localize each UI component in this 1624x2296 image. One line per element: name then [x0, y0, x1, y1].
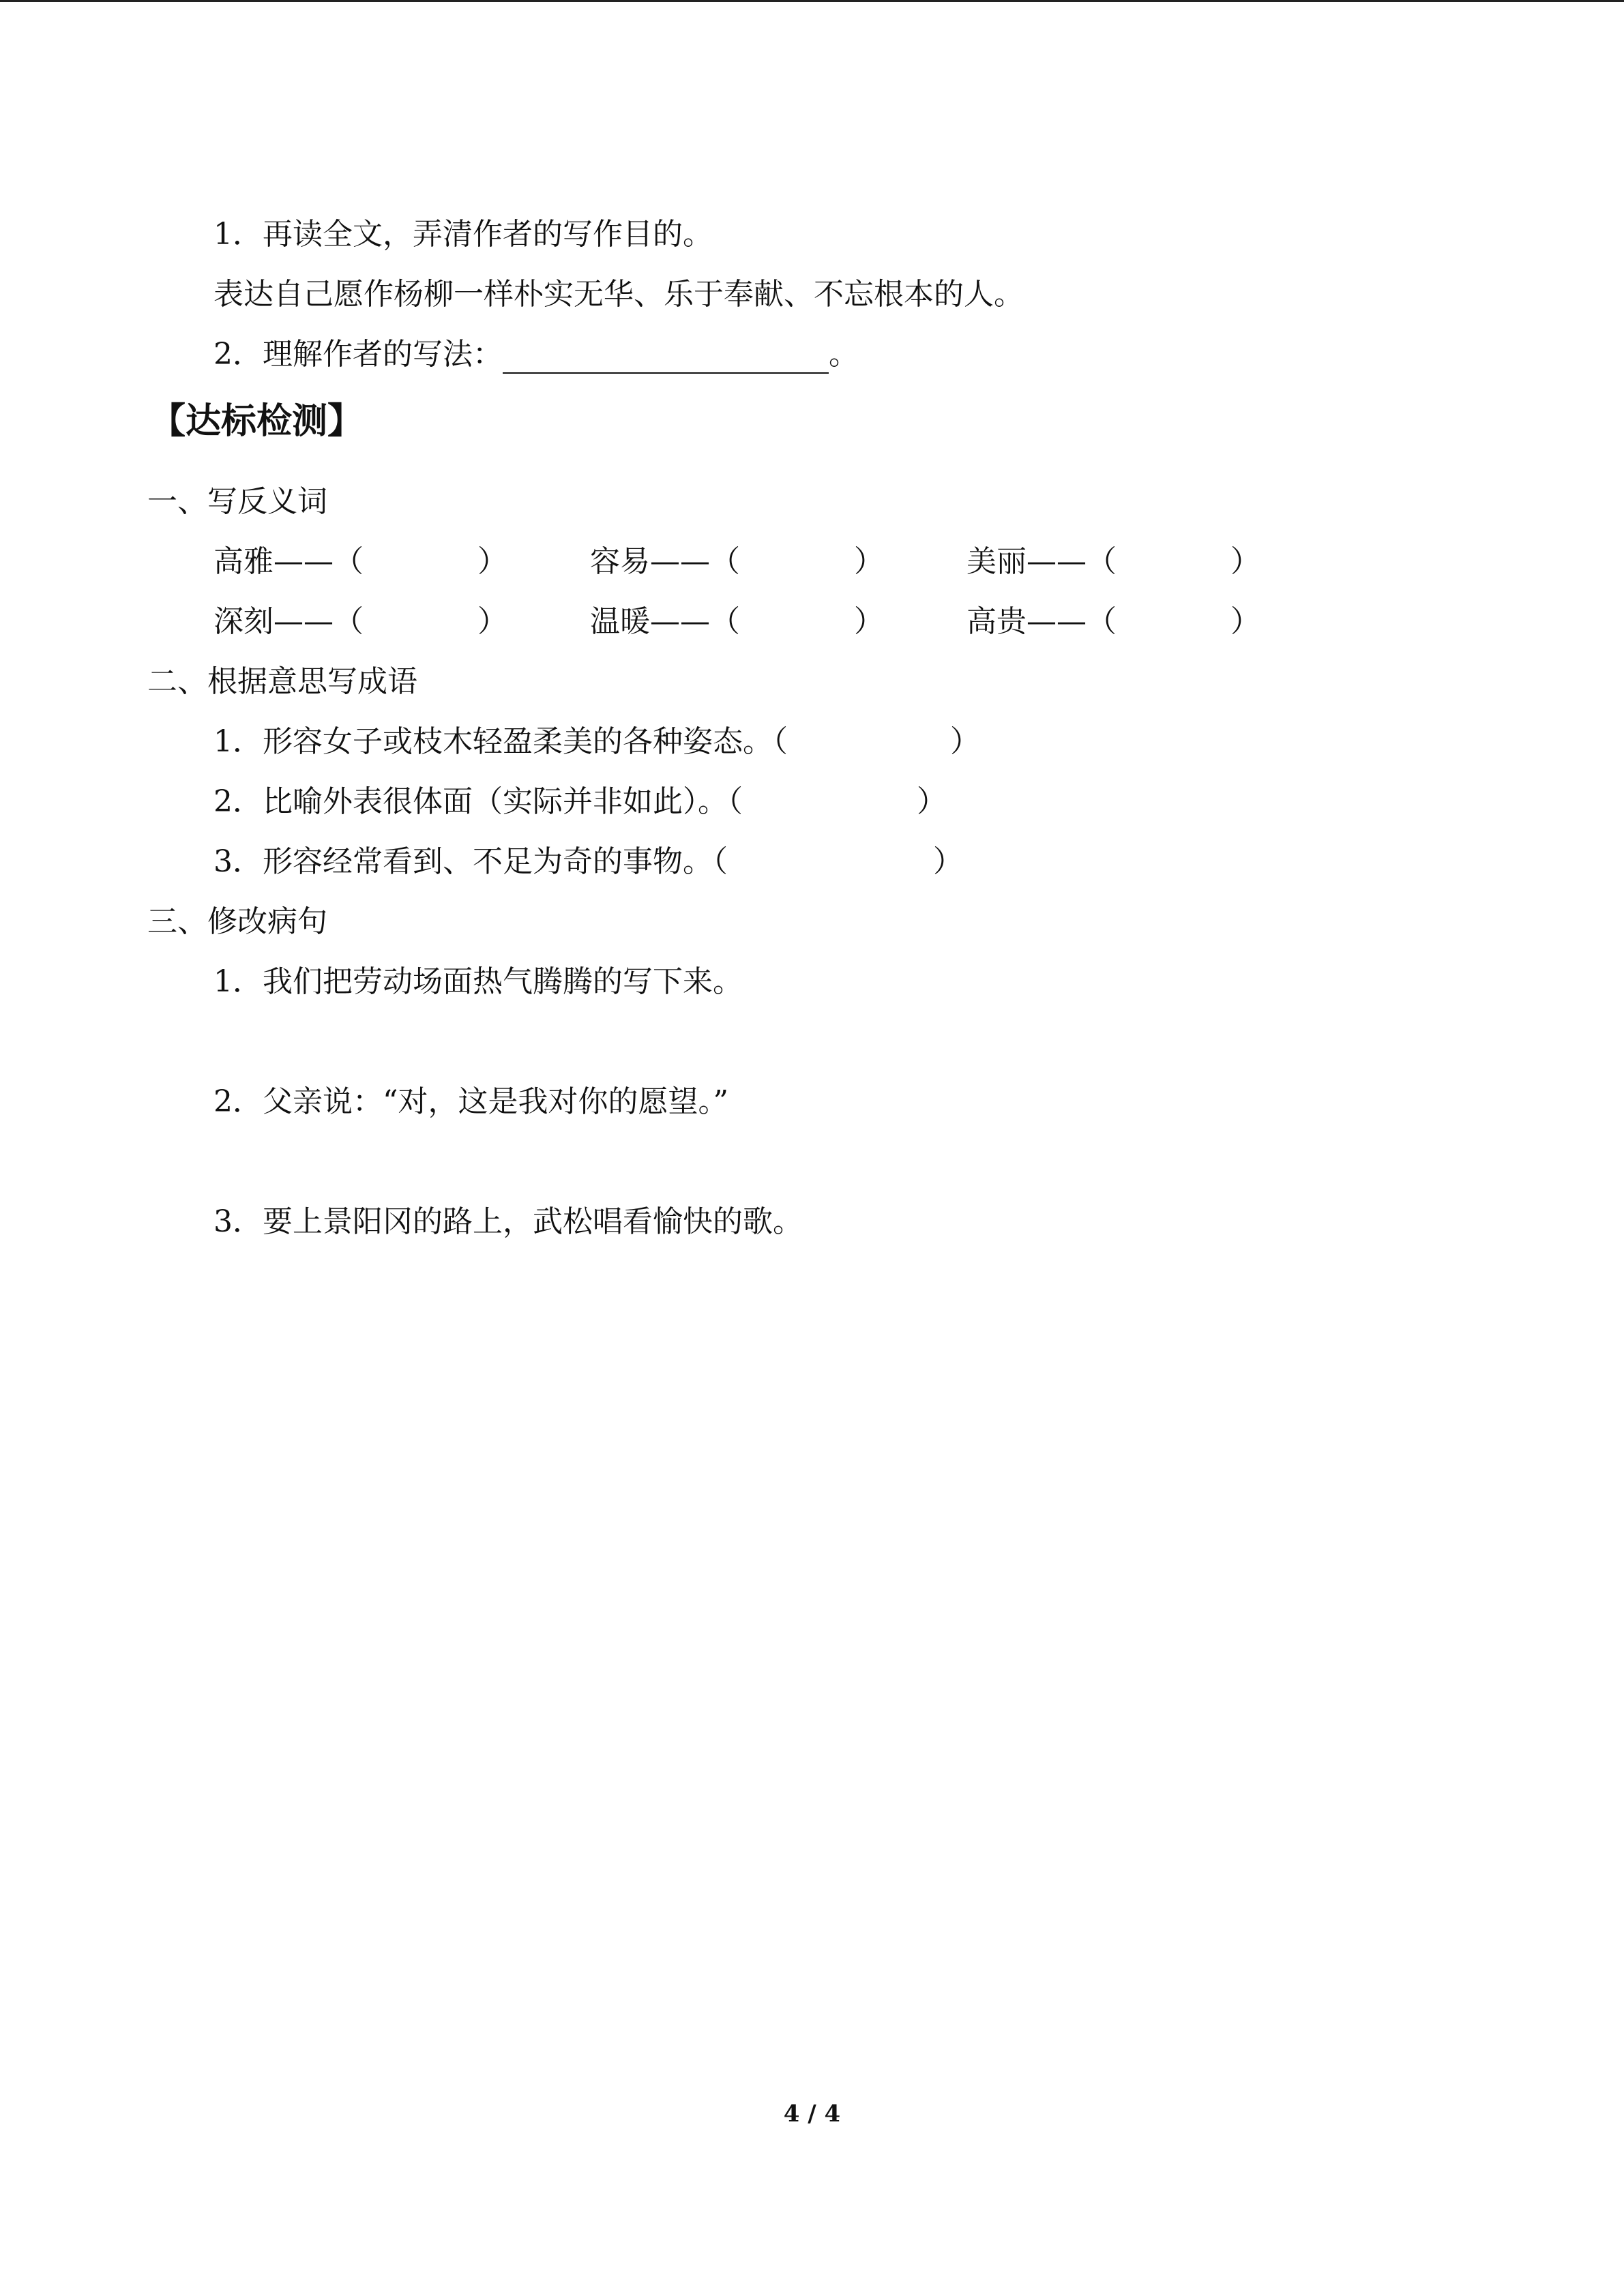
part2-title: 二、根据意思写成语 — [147, 664, 417, 699]
reading-q1-answer: 表达自己愿作杨柳一样朴实无华、乐于奉献、不忘根本的人。 — [213, 277, 1024, 312]
antonym-item: 美丽——（ — [966, 544, 1117, 579]
antonym-item: 深刻——（ — [213, 604, 364, 639]
idiom-close-paren: ） — [933, 844, 963, 879]
idiom-close-paren: ） — [917, 784, 947, 819]
antonym-close-paren: ） — [1230, 544, 1260, 579]
antonym-close-paren: ） — [854, 544, 884, 579]
antonym-item: 高雅——（ — [213, 544, 364, 579]
answer-blank[interactable] — [503, 342, 829, 374]
part3-title: 三、修改病句 — [147, 904, 327, 939]
top-border — [0, 0, 1624, 2]
section-title: 【达标检测】 — [150, 401, 364, 442]
idiom-item-2: 2．比喻外表很体面（实际并非如此）。（ — [213, 784, 743, 819]
antonym-item: 高贵——（ — [966, 604, 1117, 639]
reading-q1: 1．再读全文，弄清作者的写作目的。 — [213, 217, 713, 252]
antonym-item: 温暖——（ — [590, 604, 740, 639]
reading-q2 — [213, 336, 859, 374]
antonym-close-paren: ） — [477, 604, 507, 639]
idiom-item-1: 1．形容女子或枝木轻盈柔美的各种姿态。（ — [213, 724, 788, 759]
antonym-close-paren: ） — [1230, 604, 1260, 639]
idiom-close-paren: ） — [950, 724, 980, 759]
antonym-close-paren: ） — [854, 604, 884, 639]
sentence-item-2: 2．父亲说：“对，这是我对你的愿望。” — [213, 1084, 728, 1119]
page-number: 4 / 4 — [783, 2100, 841, 2128]
idiom-item-3: 3．形容经常看到、不足为奇的事物。（ — [213, 844, 728, 879]
reading-q2-prefix: 2．理解作者的写法： — [213, 337, 503, 372]
antonym-close-paren: ） — [477, 544, 507, 579]
reading-q2-suffix: 。 — [829, 337, 859, 372]
sentence-item-1: 1．我们把劳动场面热气腾腾的写下来。 — [213, 964, 743, 999]
sentence-item-3: 3．要上景阳冈的路上，武松唱看愉快的歌。 — [213, 1204, 803, 1239]
antonym-item: 容易——（ — [590, 544, 740, 579]
part1-title: 一、写反义词 — [147, 484, 327, 519]
